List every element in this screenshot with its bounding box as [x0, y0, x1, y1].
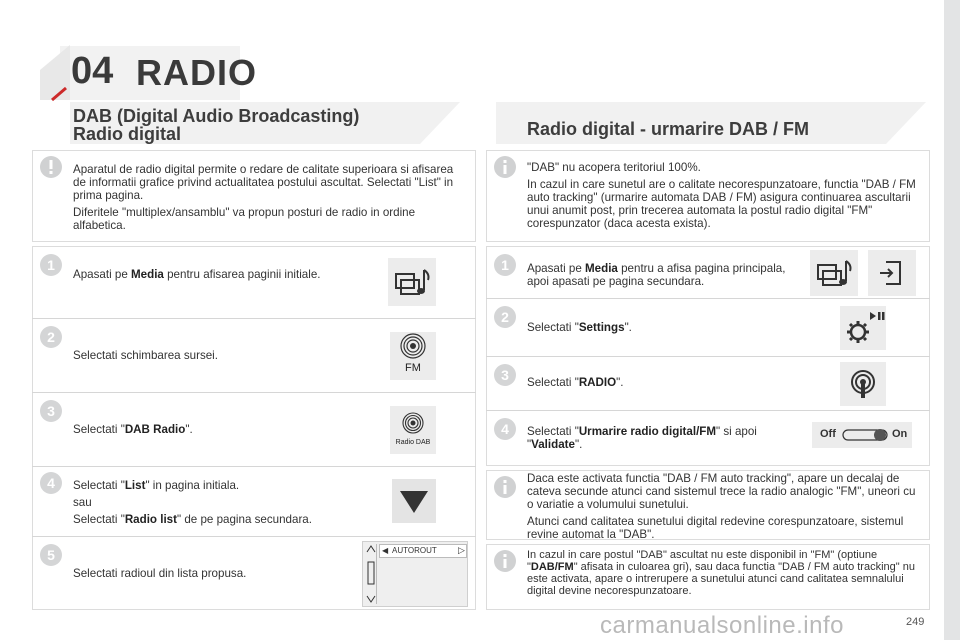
right-info-2-text — [527, 472, 923, 545]
info-icon — [494, 476, 516, 498]
right-info-1-text — [527, 161, 923, 234]
left-step-2-text: Selectati schimbarea sursei. — [73, 349, 218, 362]
settings-gear-icon — [840, 306, 886, 350]
step-badge-4: 4 — [40, 472, 62, 494]
station-name: AUTOROUT — [392, 546, 437, 555]
chapter-number: 04 — [71, 50, 114, 92]
media-button-icon[interactable] — [810, 250, 858, 296]
triangle-down-icon — [392, 479, 436, 523]
play-icon: ▷ — [458, 545, 465, 555]
radio-dab-label: Radio DAB — [395, 439, 431, 446]
right-info-1-p2: In cazul in care sunetul are o calitate necorespunzatoare, functia "DAB / FM auto tracking" (urmarire automata DAB / FM) asigura continuarea ascultarii unui anumit post, prin trecerea automata la postul radio digital "FM" corespunzator (daca acesta exista). — [527, 178, 916, 230]
warning-icon — [40, 156, 62, 178]
left-intro-p2: Diferitele "multiplex/ansamblu" va propun posturi de radio in ordine alfabetica. — [73, 206, 416, 232]
divider — [486, 410, 930, 411]
right-section-title: Radio digital - urmarire DAB / FM — [527, 119, 810, 139]
fm-source-button[interactable] — [390, 332, 436, 380]
info-icon — [494, 550, 516, 572]
step-badge-1: 1 — [494, 254, 516, 276]
step-badge-3: 3 — [40, 400, 62, 422]
watermark: carmanualsonline.info — [600, 612, 844, 639]
list-scrollbar[interactable] — [365, 544, 377, 604]
step-badge-5: 5 — [40, 544, 62, 566]
divider — [32, 536, 476, 537]
page-number: 249 — [906, 616, 925, 628]
media-icon — [810, 250, 858, 296]
right-info-2-p2: Atunci cand calitatea sunetului digital redevine corespunzatoare, sistemul revine automat la "DAB". — [527, 515, 904, 541]
info-icon — [494, 156, 516, 178]
radio-list-screen[interactable] — [362, 541, 468, 607]
step-badge-2: 2 — [494, 306, 516, 328]
right-info-1-p1: "DAB" nu acopera teritoriul 100%. — [527, 161, 701, 174]
secondary-page-button[interactable] — [868, 250, 916, 296]
right-info-2-p1: Daca este activata functia "DAB / FM auto tracking", apare un decalaj de cateva secunde atunci cand sistemul trece la radio analogic "FM", uneori cu o variatie a volumului sunetului. — [527, 472, 916, 511]
radio-waves-icon — [390, 332, 436, 362]
list-dropdown-button[interactable] — [392, 479, 436, 523]
settings-button[interactable] — [840, 306, 886, 350]
scroll-arrows-icon — [365, 544, 377, 604]
right-step-2-text: Selectati "Settings". — [527, 321, 632, 334]
chapter-title: RADIO — [136, 52, 257, 93]
secondary-page-icon — [868, 250, 916, 296]
left-step-3-text: Selectati "DAB Radio". — [73, 423, 193, 436]
left-section-title-line2: Radio digital — [73, 124, 181, 144]
right-step-1-text: Apasati pe Media pentru a afisa pagina principala, apoi apasati pe pagina secundara. — [527, 262, 786, 288]
left-intro-text — [73, 163, 465, 236]
fm-label: FM — [405, 362, 421, 374]
divider — [486, 298, 930, 299]
left-intro-p1: Aparatul de radio digital permite o redare de calitate superioara si afisarea de informatii grafice privind actualitatea postului ascultat. Selectati "List" in prima pagina. — [73, 163, 454, 202]
toggle-switch-icon — [842, 427, 890, 443]
auto-tracking-toggle[interactable] — [812, 422, 912, 448]
step-badge-2: 2 — [40, 326, 62, 348]
radio-list-item[interactable] — [379, 544, 467, 558]
radio-waves-icon — [390, 406, 436, 438]
left-step-4-text: Selectati "List" in pagina initiala. sau Selectati "Radio list" de pe pagina secundara. — [73, 479, 373, 530]
divider — [486, 356, 930, 357]
speaker-icon: ◀ — [382, 546, 389, 555]
dab-radio-button[interactable] — [390, 406, 436, 454]
or-text: sau — [73, 496, 92, 509]
right-step-3-text: Selectati "RADIO". — [527, 376, 624, 389]
left-step-5-text: Selectati radioul din lista propusa. — [73, 567, 247, 580]
right-step-4-text: Selectati "Urmarire radio digital/FM" si apoi "Validate". — [527, 425, 757, 451]
radio-antenna-icon — [840, 362, 886, 406]
divider — [32, 466, 476, 467]
page-edge-strip — [944, 0, 960, 640]
left-section-title-line1: DAB (Digital Audio Broadcasting) — [73, 106, 360, 126]
media-button-icon[interactable] — [388, 258, 436, 306]
radio-button[interactable] — [840, 362, 886, 406]
divider — [32, 392, 476, 393]
step-badge-1: 1 — [40, 254, 62, 276]
toggle-on-label: On — [892, 428, 908, 440]
media-icon — [388, 258, 436, 306]
toggle-off-label: Off — [820, 428, 836, 440]
left-step-1-text: Apasati pe Media pentru afisarea paginii initiale. — [73, 268, 321, 281]
divider — [32, 318, 476, 319]
step-badge-4: 4 — [494, 418, 516, 440]
right-info-3-text: In cazul in care postul "DAB" ascultat nu este disponibil in "FM" (optiune "DAB/FM" afisata in culoarea gri), sau daca functia "DAB / FM auto tracking" nu este activata, apare o intrerupere a sunetului atunci cand calitatea semnalului digital devine necorespunzatoare. — [527, 549, 915, 597]
step-badge-3: 3 — [494, 364, 516, 386]
